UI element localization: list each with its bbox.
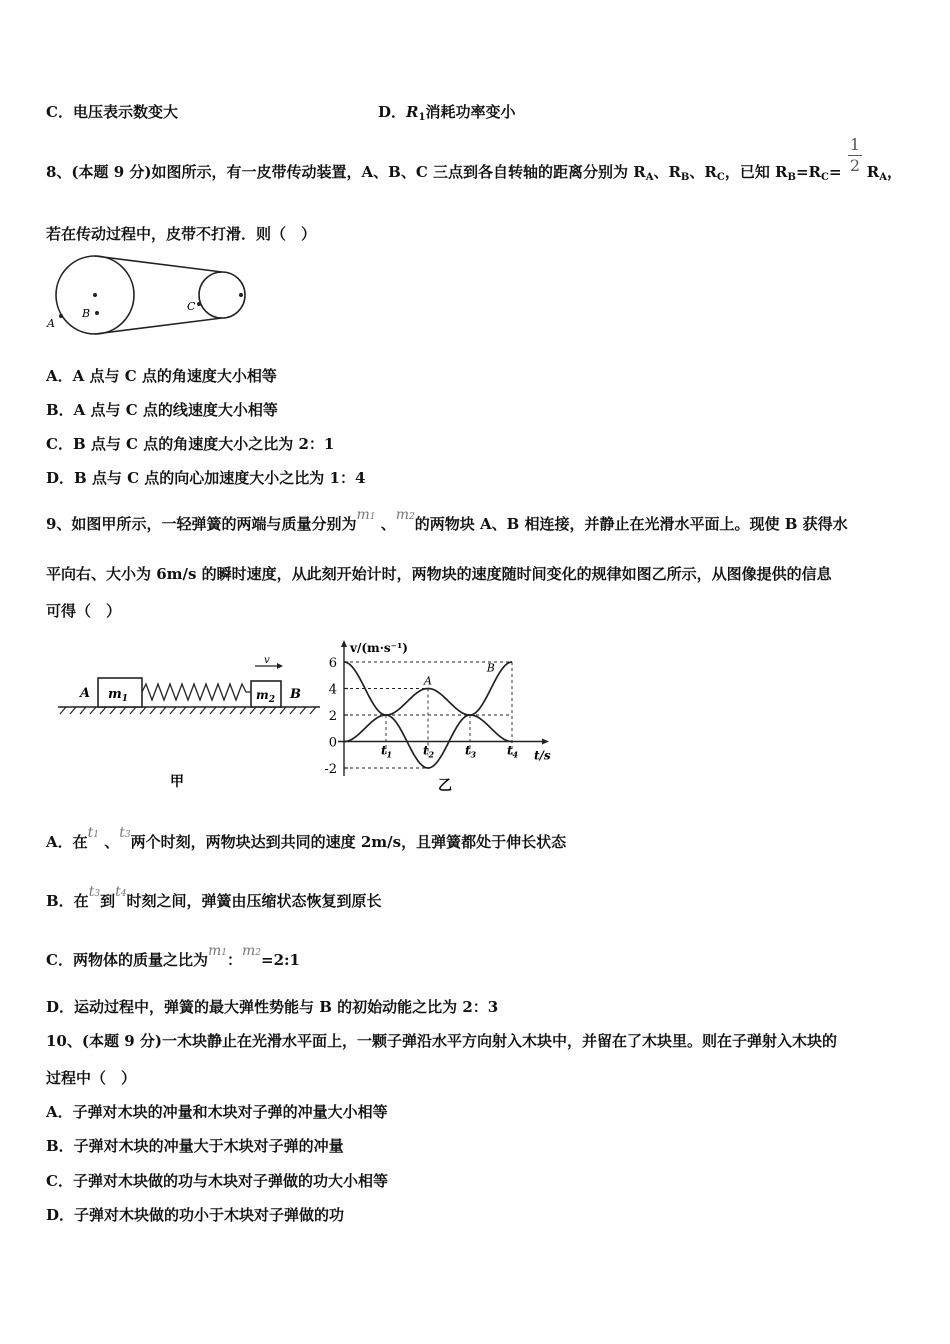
q8-option-b: B．A 点与 C 点的线速度大小相等 <box>46 401 278 419</box>
label-v: v <box>264 655 270 666</box>
q9-option-b <box>46 884 382 914</box>
q8-text: ， <box>887 163 903 181</box>
q9-opt-text: C．两物体的质量之比为 <box>46 951 208 969</box>
q8-sub: A <box>879 172 888 183</box>
small-pulley <box>199 272 245 318</box>
label-b: B <box>82 307 91 320</box>
point-b <box>95 311 99 315</box>
m2-symbol <box>242 943 261 959</box>
q9-option-d: D．运动过程中，弹簧的最大弹性势能与 B 的初始动能之比为 2：3 <box>46 998 499 1016</box>
y-axis-label: v/(m·s⁻¹) <box>350 641 408 655</box>
q9-stem-line-3: 可得（ ） <box>46 602 122 620</box>
q9-opt-text: =2:1 <box>261 951 300 969</box>
q9-text: 的两物块 A、B 相连接，并静止在光滑水平面上。现使 B 获得水 <box>414 515 848 533</box>
var-letter: m <box>241 943 256 959</box>
point-a <box>59 314 63 318</box>
t3-symbol <box>119 825 130 841</box>
x-tick-labels <box>381 744 519 760</box>
y-tick-label: -2 <box>324 762 337 777</box>
q8-sub: B <box>680 172 690 183</box>
label-a: A <box>80 686 91 701</box>
q10-option-a: A．子弹对木块的冲量和木块对子弹的冲量大小相等 <box>46 1103 388 1121</box>
velocity-arrowhead <box>277 663 283 669</box>
q9-option-c <box>46 943 300 973</box>
small-pulley-axis <box>239 293 243 297</box>
x-tick-label: $t_4$ <box>507 743 519 760</box>
q8-text: ，已知 R <box>724 163 788 181</box>
y-tick-label: 4 <box>328 682 337 698</box>
q8-sub: A <box>645 172 654 183</box>
ground-hatching <box>60 707 316 714</box>
var-letter: t <box>119 825 125 841</box>
x-axis-arrow <box>542 739 549 745</box>
var-letter: t <box>87 825 94 841</box>
var-letter: m <box>395 507 409 523</box>
spring <box>142 684 251 700</box>
var-letter: t <box>88 884 95 900</box>
x-tick-label: $t_1$ <box>381 743 393 760</box>
var-sub: 2 <box>408 512 415 522</box>
q9-stem-line-2: 平向右、大小为 6m/s 的瞬时速度，从此刻开始计时，两物块的速度随时间变化的规律如图乙所示，从图像提供的信息 <box>46 565 832 583</box>
q7-option-d-sub: 1 <box>418 112 426 123</box>
q9-opt-text: 、 <box>99 833 120 851</box>
q9-opt-text: B．在 <box>46 892 89 910</box>
q8-sub: C <box>821 172 829 183</box>
q9-text: 9、如图甲所示，一轻弹簧的两端与质量分别为 <box>46 515 357 533</box>
t4-symbol <box>115 884 126 900</box>
m2-symbol <box>396 507 415 523</box>
q10-option-b: B．子弹对木块的冲量大于木块对子弹的冲量 <box>46 1137 344 1155</box>
x-tick-label: $t_3$ <box>465 743 477 760</box>
var-sub: 1 <box>369 512 376 522</box>
var-sub: 3 <box>124 830 131 840</box>
m1-symbol <box>208 943 227 959</box>
belt-bottom <box>95 318 222 334</box>
q9-text: 、 <box>375 515 396 533</box>
var-sub: 1 <box>221 948 227 958</box>
q8-fraction <box>846 136 864 175</box>
x-tick-label: $t_2$ <box>423 743 435 760</box>
q8-text: 、R <box>689 163 717 181</box>
q7-option-c: C．电压表示数变大 <box>46 103 178 121</box>
q9-option-a <box>46 825 567 855</box>
var-sub: 4 <box>120 889 127 899</box>
m1-symbol <box>356 507 375 523</box>
x-axis-label: t/s <box>534 748 551 763</box>
velocity-time-chart <box>316 638 566 798</box>
q10-stem-line-2: 过程中（ ） <box>46 1069 137 1087</box>
var-sub: 1 <box>93 830 100 840</box>
t3-symbol <box>89 884 100 900</box>
q9-opt-text: ： <box>226 951 242 969</box>
label-b: B <box>290 687 301 702</box>
y-tick-label: 6 <box>328 656 337 671</box>
q9-opt-text: 两个时刻，两物块达到共同的速度 2m/s，且弹簧都处于伸长状态 <box>130 833 567 851</box>
y-tick-label: 2 <box>328 709 337 724</box>
fraction-denominator: 2 <box>849 156 861 175</box>
label-m2: $m_2$ <box>256 688 275 705</box>
y-tick-label: 0 <box>328 735 337 751</box>
q7-option-d <box>378 102 515 128</box>
var-letter: m <box>207 943 222 959</box>
series-a-label: A <box>424 674 432 688</box>
y-axis-arrow <box>341 640 347 647</box>
large-pulley-axis <box>93 293 97 297</box>
q8-option-d: D．B 点与 C 点的向心加速度大小之比为 1：4 <box>46 469 366 487</box>
q8-text: 、R <box>653 163 681 181</box>
spring-system-figure <box>56 654 322 794</box>
caption-jia: 甲 <box>170 774 184 790</box>
q8-stem-line-1 <box>46 162 902 188</box>
q8-text: = <box>828 163 842 181</box>
label-a: A <box>47 317 55 330</box>
t1-symbol <box>88 825 99 841</box>
label-c: C <box>187 300 196 313</box>
q8-option-c: C．B 点与 C 点的角速度大小之比为 2：1 <box>46 435 335 453</box>
q9-opt-text: A．在 <box>46 833 88 851</box>
fraction-numerator: 1 <box>849 135 861 154</box>
q9-opt-text: 时刻之间，弹簧由压缩状态恢复到原长 <box>126 892 382 910</box>
q10-stem-line-1: 10、(本题 9 分)一木块静止在光滑水平面上，一颗子弹沿水平方向射入木块中，并留在了木块里。则在子弹射入木块的 <box>46 1032 837 1050</box>
caption-yi: 乙 <box>438 778 452 794</box>
q8-option-a: A．A 点与 C 点的角速度大小相等 <box>46 367 277 385</box>
var-letter: t <box>115 884 121 900</box>
label-m1: $m_1$ <box>108 687 129 704</box>
q7-option-d-prefix: D． <box>378 103 407 121</box>
q7-option-d-r: R <box>406 103 419 121</box>
point-c <box>197 302 201 306</box>
var-sub: 3 <box>94 889 101 899</box>
q8-sub: C <box>716 172 725 183</box>
var-letter: m <box>356 507 370 523</box>
q10-option-c: C．子弹对木块做的功与木块对子弹做的功大小相等 <box>46 1172 388 1190</box>
q8-sub: B <box>787 172 796 183</box>
belt-drive-figure <box>44 250 254 340</box>
q7-option-d-rest: 消耗功率变小 <box>425 103 516 121</box>
var-sub: 2 <box>255 948 261 958</box>
q8-text: R <box>861 163 880 181</box>
q8-stem-line-2: 若在传动过程中，皮带不打滑．则（ ） <box>46 225 317 243</box>
q8-stem-text: 8、(本题 9 分)如图所示，有一皮带传动装置，A、B、C 三点到各自转轴的距离分别为 R <box>46 163 646 181</box>
belt-top <box>95 256 222 272</box>
q10-option-d: D．子弹对木块做的功小于木块对子弹做的功 <box>46 1206 345 1224</box>
q9-stem-line-1 <box>46 507 848 537</box>
q9-opt-text: 到 <box>100 892 116 910</box>
q8-text: =R <box>795 163 822 181</box>
series-b-label: B <box>486 661 495 675</box>
